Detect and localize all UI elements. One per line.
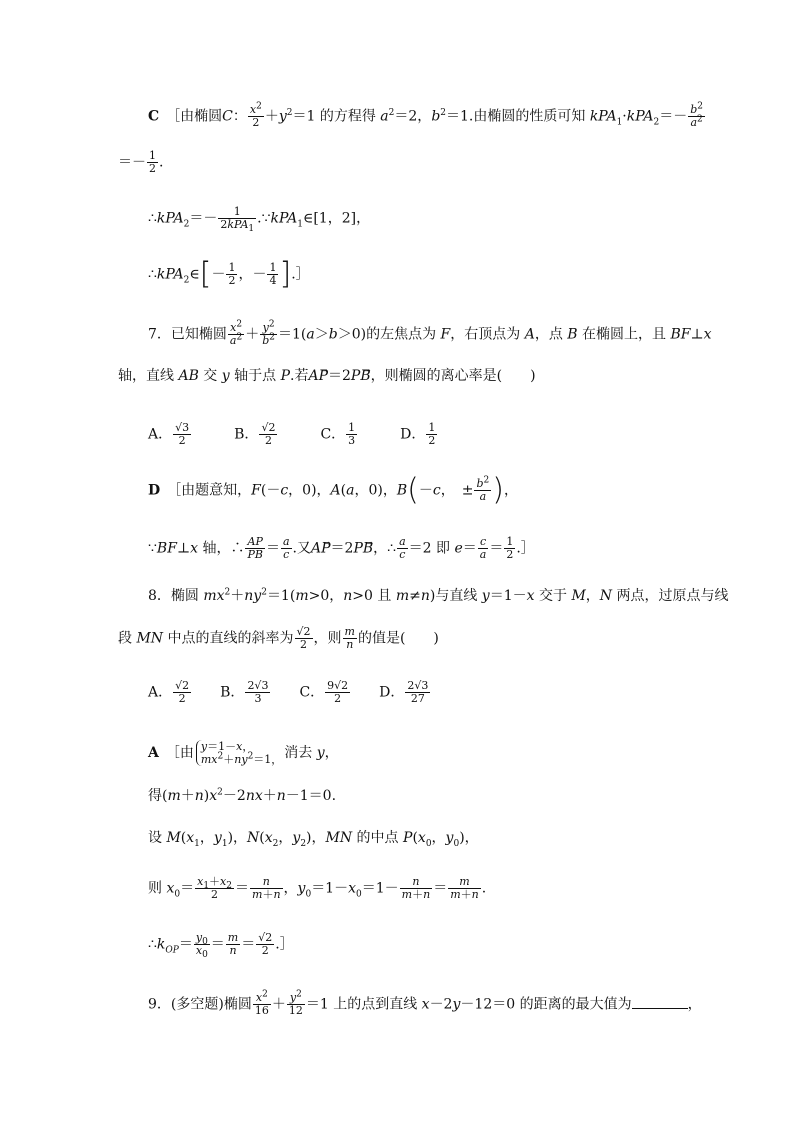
answer-6-line-1: C ［由椭圆C： $\frac{x^2}{2}$ $+y^2=1$ 的方程得 $a^2=2$，$b^2=1$.由椭圆的性质可知 kPA$_1$·kPA$_2$＝－ $\frac{b^2}{a^2}$ [148, 101, 703, 129]
answer-blank[interactable] [632, 994, 688, 1009]
answer-8-line-3: 设 $M(x_1$，$y_1$)，$N(x_2$，$y_2$)，MN 的中点 $P(x_0$，$y_0$)， [148, 830, 479, 849]
answer-8-line-5: $\therefore k_{OP}=$ $\frac{y_0}{x_0}$ ＝ $\frac{m}{n}$ ＝ $\frac{√2}{2}$ .］ [148, 931, 294, 961]
answer-8-line-1: A ［由 y＝1－x， $mx^2+ny^2=1$， 消去 y， [148, 740, 339, 766]
question-8-line-1: 8．椭圆 $mx^2+ny^2=1(m>0$，n>0 且 m≠n)与直线 y＝1－x 交于 M，N 两点，过原点与线 [148, 587, 729, 604]
answer-8-line-2: 得$(m+n)x^2-2nx+n-1=0$. [148, 787, 337, 804]
answer-7-line-1: D ［由题意知，F(－c，0)，A(a，0)，B(－c， ± $\frac{b^2}{a}$ )， [148, 472, 518, 508]
answer-6-line-4: ∴kPA$_2$∈[－ $\frac{1}{2}$ ，－ $\frac{1}{4}$ ].］ [148, 256, 310, 292]
question-7-options: A． $\frac{√3}{2}$ B． $\frac{√2}{2}$ C． $\frac{1}{3}$ D． $\frac{1}{2}$ [148, 421, 436, 447]
answer-6-line-3: ∴kPA$_2$＝－ $\frac{1}{2kPA_1}$ .∵kPA$_1$∈[1，2]， [148, 205, 371, 235]
answer-8-line-4: 则 $x_0=$ $\frac{x_1+x_2}{2}$ ＝ $\frac{n}{m+n}$ ，$y_0=1-x_0=1-$ $\frac{n}{m+n}$ ＝ $\frac{m}{m+n}$ . [148, 875, 487, 901]
question-7-line-2: 轴，直线 AB 交 y 轴于点 P.若AP⃗＝2PB⃗，则椭圆的离心率是( ) [118, 368, 536, 384]
question-8-options: A． $\frac{√2}{2}$ B． $\frac{2√3}{3}$ C． $\frac{9√2}{2}$ D． $\frac{2√3}{27}$ [148, 679, 429, 705]
question-8-line-2: 段 MN 中点的直线的斜率为 $\frac{√2}{2}$ ，则 $\frac{m}{n}$ 的值是( ) [118, 625, 439, 651]
question-9-line-1: 9．(多空题)椭圆 $\frac{x^2}{16}$ ＋ $\frac{y^2}{12}$ ＝1 上的点到直线 x－2y－12＝0 的距离的最大值为 ， [148, 989, 702, 1017]
question-7-line-1: 7．已知椭圆 $\frac{x^2}{a^2}$ ＋ $\frac{y^2}{b^2}$ ＝1(a＞b＞0)的左焦点为 F，右顶点为 A，点 B 在椭圆上，且 BF⊥x [148, 319, 712, 347]
answer-7-line-2: ∵BF⊥x 轴，∴ $\frac{AP}{PB}$ ＝ $\frac{a}{c}$ .又AP⃗＝2PB⃗，∴ $\frac{a}{c}$ ＝2 即 e＝ $\frac{c}{a}$ ＝ $\frac{1}{2}$ .］ [148, 535, 535, 561]
answer-6-line-2: ＝－ $\frac{1}{2}$ . [118, 149, 164, 175]
